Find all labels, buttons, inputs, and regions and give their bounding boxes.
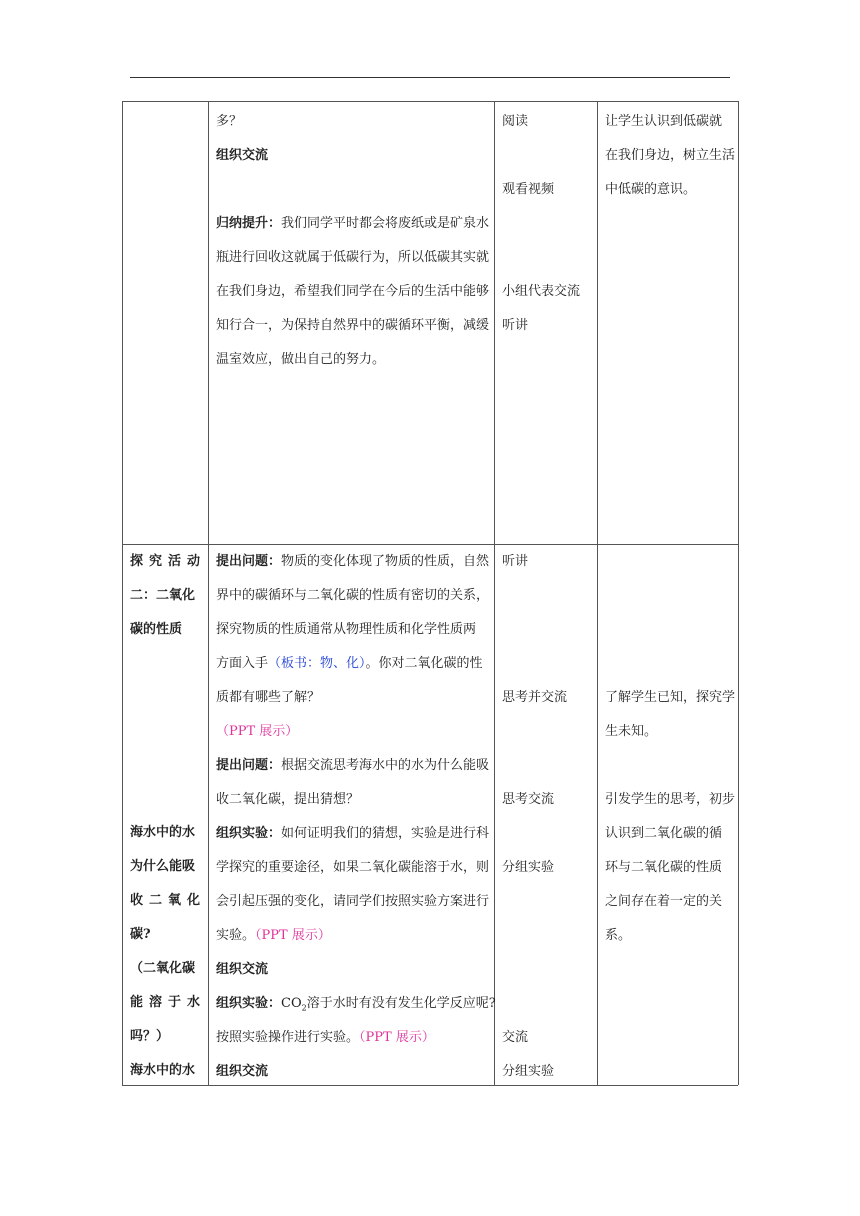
text-line: 学探究的重要途径，如果二氧化碳能溶于水，则 [216, 860, 490, 875]
text-line: 实验。（PPT 展示） [216, 928, 331, 943]
text-line: 界中的碳循环与二氧化碳的性质有密切的关系， [216, 588, 490, 603]
text-line: 收 二 氧 化 [130, 893, 200, 908]
text-line: 方面入手（板书：物、化）。你对二氧化碳的性 [216, 656, 483, 671]
text-line: 思考并交流 [502, 690, 568, 705]
text-line: 中低碳的意识。 [605, 182, 697, 197]
text-line: 在我们身边，希望我们同学在今后的生活中能够 [216, 284, 490, 299]
text-line: 生未知。 [605, 724, 658, 739]
text-line: 组织交流 [216, 1064, 269, 1079]
text-line: 系。 [605, 928, 632, 943]
text-line: 交流 [502, 1030, 529, 1045]
text-line: 探 究 活 动 [130, 554, 200, 569]
text-line: 之间存在着一定的关 [605, 894, 723, 909]
text-line: 在我们身边，树立生活 [605, 148, 736, 163]
text-line: 按照实验操作进行实验。（PPT 展示） [216, 1030, 435, 1045]
text-line: 碳的性质 [130, 622, 183, 637]
text-line: 组织交流 [216, 148, 269, 163]
text-line: 让学生认识到低碳就 [605, 114, 723, 129]
text-line: 组织实验：如何证明我们的猜想，实验是进行科 [216, 826, 490, 841]
text-line: 听讲 [502, 318, 529, 333]
text-line: 提出问题：根据交流思考海水中的水为什么能吸 [216, 758, 490, 773]
text-line: 会引起压强的变化，请同学们按照实验方案进行 [216, 894, 490, 909]
text-line: 为什么能吸 [130, 859, 196, 874]
text-line: 海水中的水 [130, 1063, 196, 1078]
text-line: 碳? [130, 927, 151, 942]
text-line: （二氧化碳 [130, 961, 196, 976]
text-line: 分组实验 [502, 1064, 555, 1079]
text-line: 二：二氧化 [130, 588, 196, 603]
text-line: 探究物质的性质通常从物理性质和化学性质两 [216, 622, 477, 637]
text-line: 环与二氧化碳的性质 [605, 860, 723, 875]
text-line: 组织实验：$CO_2$溶于水时有没有发生化学反应呢? [216, 996, 496, 1013]
text-line: 多？ [216, 114, 243, 129]
text-line: 收二氧化碳，提出猜想？ [216, 792, 360, 807]
text-line: 海水中的水 [130, 825, 196, 840]
text-line: 组织交流 [216, 962, 269, 977]
header-rule [130, 77, 730, 78]
text-line: 思考交流 [502, 792, 555, 807]
text-line: 阅读 [502, 114, 529, 129]
text-line: 引发学生的思考，初步 [605, 792, 736, 807]
text-line: 瓶进行回收这就属于低碳行为，所以低碳其实就 [216, 250, 490, 265]
text-line: 分组实验 [502, 860, 555, 875]
text-line: 听讲 [502, 554, 529, 569]
text-line: 认识到二氧化碳的循 [605, 826, 723, 841]
text-line: 知行合一，为保持自然界中的碳循环平衡，减缓 [216, 318, 490, 333]
text-line: 质都有哪些了解？ [216, 690, 321, 705]
text-line: 温室效应，做出自己的努力。 [216, 352, 386, 367]
text-line: 提出问题：物质的变化体现了物质的性质，自然 [216, 554, 490, 569]
text-line: 吗？） [130, 1029, 170, 1044]
text-line: 小组代表交流 [502, 284, 581, 299]
text-line: （PPT 展示） [216, 724, 299, 739]
text-line: 能 溶 于 水 [130, 995, 200, 1010]
text-line: 了解学生已知，探究学 [605, 690, 736, 705]
text-line: 归纳提升：我们同学平时都会将废纸或是矿泉水 [216, 216, 490, 231]
text-line: 观看视频 [502, 182, 555, 197]
